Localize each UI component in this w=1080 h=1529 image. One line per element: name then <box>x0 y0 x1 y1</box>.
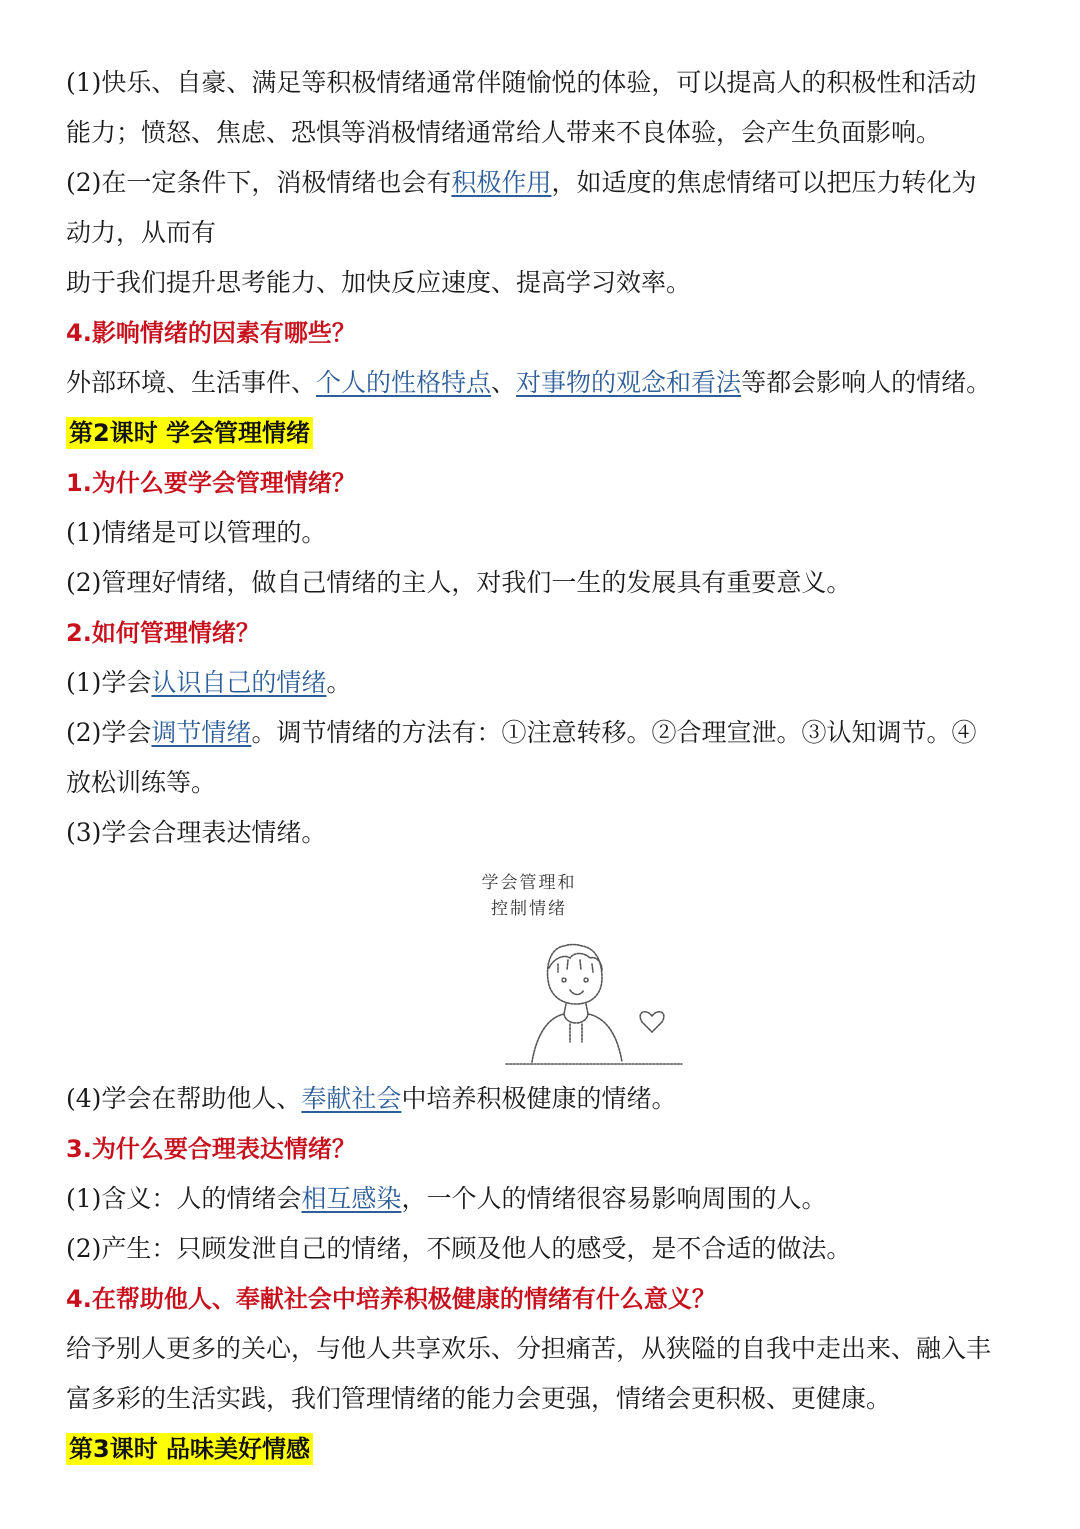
paragraph-line: (1)快乐、自豪、满足等积极情绪通常伴随愉悦的体验，可以提高人的积极性和活动 <box>66 68 977 97</box>
keyword: 积极作用 <box>451 168 552 197</box>
text: (1)学会 <box>66 668 152 697</box>
paragraph-line <box>66 1174 1026 1224</box>
text: ，如适度的焦虑情绪可以把压力转化为 <box>551 168 977 197</box>
paragraph-line <box>66 1074 1026 1124</box>
paragraph-line: 放松训练等。 <box>66 768 217 797</box>
keyword: 对事物的观念和看法 <box>516 368 742 397</box>
question-heading: 4.影响情绪的因素有哪些？ <box>66 319 356 347</box>
paragraph-line <box>66 708 1026 758</box>
paragraph-line: (2)产生：只顾发泄自己的情绪，不顾及他人的感受，是不合适的做法。 <box>66 1234 852 1263</box>
paragraph-line: 富多彩的生活实践，我们管理情绪的能力会更强，情绪会更积极、更健康。 <box>66 1384 892 1413</box>
question-heading: 1.为什么要学会管理情绪？ <box>66 469 356 497</box>
paragraph-line <box>66 358 1026 408</box>
illustration <box>66 862 1026 1074</box>
lesson-heading <box>66 1424 1026 1474</box>
document-page <box>66 58 1026 1474</box>
caption-line: 学会管理和 <box>481 873 577 893</box>
keyword: 认识自己的情绪 <box>151 668 327 697</box>
text: 等都会影响人的情绪。 <box>741 368 992 397</box>
text: (2)在一定条件下，消极情绪也会有 <box>66 168 452 197</box>
paragraph-line <box>66 158 1026 208</box>
paragraph-line <box>66 658 1026 708</box>
paragraph-line: 能力；愤怒、焦虑、恐惧等消极情绪通常给人带来不良体验，会产生负面影响。 <box>66 118 942 147</box>
text: (1)含义：人的情绪会 <box>66 1184 302 1213</box>
lesson-title: 第3课时 品味美好情感 <box>66 1433 313 1465</box>
keyword: 个人的性格特点 <box>316 368 492 397</box>
question-heading: 3.为什么要合理表达情绪？ <box>66 1135 356 1163</box>
text: 。 <box>326 668 352 697</box>
paragraph-line: (2)管理好情绪，做自己情绪的主人，对我们一生的发展具有重要意义。 <box>66 568 852 597</box>
boy-drawing-icon <box>446 862 706 1074</box>
paragraph-line: 助于我们提升思考能力、加快反应速度、提高学习效率。 <box>66 268 692 297</box>
keyword: 相互感染 <box>301 1184 402 1213</box>
text: 外部环境、生活事件、 <box>66 368 317 397</box>
lesson-heading <box>66 408 1026 458</box>
text: 、 <box>491 368 517 397</box>
text: ，一个人的情绪很容易影响周围的人。 <box>401 1184 827 1213</box>
text: 。调节情绪的方法有：①注意转移。②合理宣泄。③认知调节。④ <box>251 718 977 747</box>
text: 中培养积极健康的情绪。 <box>401 1084 677 1113</box>
keyword: 奉献社会 <box>301 1084 402 1113</box>
text: (4)学会在帮助他人、 <box>66 1084 302 1113</box>
caption-line: 控制情绪 <box>491 899 567 919</box>
paragraph-line: (1)情绪是可以管理的。 <box>66 518 327 547</box>
lesson-title: 第2课时 学会管理情绪 <box>66 417 313 449</box>
keyword: 调节情绪 <box>151 718 252 747</box>
question-heading: 4.在帮助他人、奉献社会中培养积极健康的情绪有什么意义？ <box>66 1285 716 1313</box>
paragraph-line: 给予别人更多的关心，与他人共享欢乐、分担痛苦，从狭隘的自我中走出来、融入丰 <box>66 1334 992 1363</box>
paragraph-line: 动力，从而有 <box>66 218 217 247</box>
text: (2)学会 <box>66 718 152 747</box>
question-heading: 2.如何管理情绪？ <box>66 619 260 647</box>
paragraph-line: (3)学会合理表达情绪。 <box>66 818 327 847</box>
